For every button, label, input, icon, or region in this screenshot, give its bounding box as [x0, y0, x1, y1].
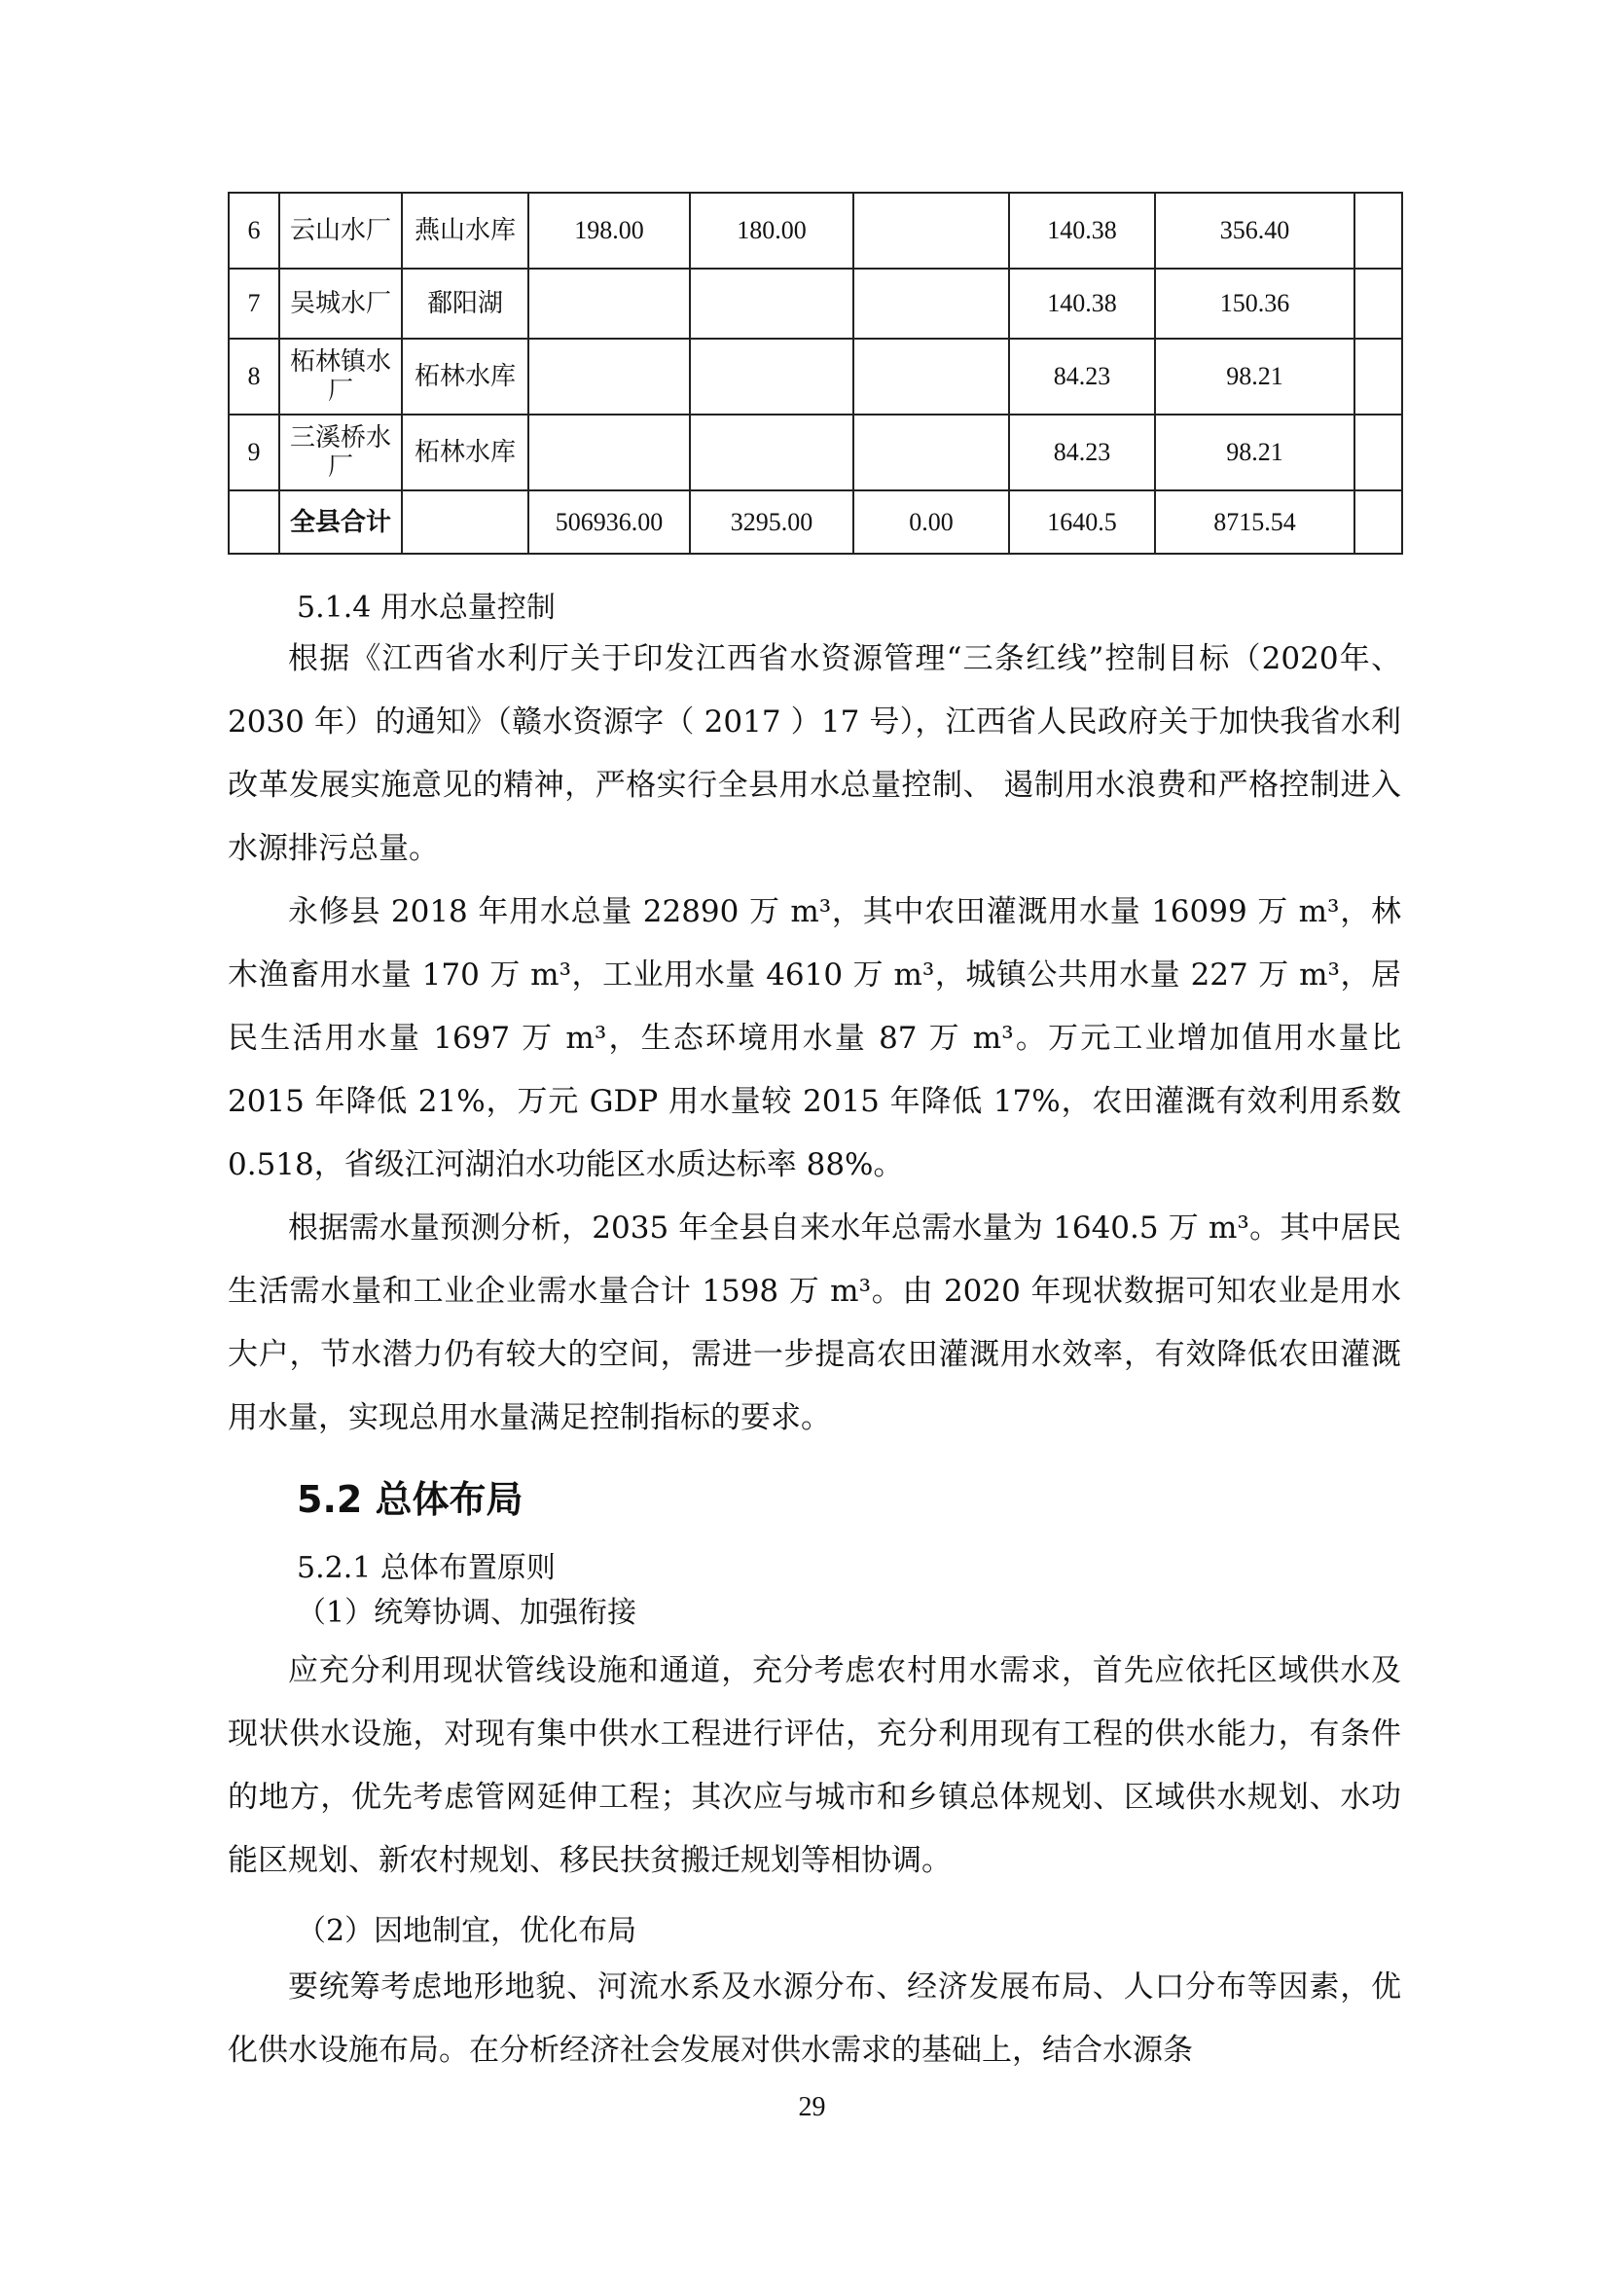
value-cell: [853, 193, 1009, 269]
table-row: [229, 193, 1402, 269]
value-cell: [690, 269, 853, 339]
table-row: [229, 339, 1402, 415]
water-source: 鄱阳湖: [402, 269, 528, 339]
value-cell: [1354, 269, 1402, 339]
table-row: [229, 415, 1402, 490]
paragraph: 根据需水量预测分析，2035 年全县自来水年总需水量为 1640.5 万 m³。其中居民生活需水量和工业企业需水量合计 1598 万 m³。由 2020 年现状数据可知农业是用水大户，节水潜力仍有较大的空间，需进一步提高农田灌溉用水效率，有效降低农田灌溉用水量，实现总用水量满足控制指标的要求。: [228, 1210, 1401, 1435]
subsection-heading-5-2-1: 5.2.1 总体布置原则: [297, 1551, 556, 1585]
table-total-row: [229, 490, 1402, 554]
row-number: 9: [229, 415, 279, 490]
paragraph: 永修县 2018 年用水总量 22890 万 m³，其中农田灌溉用水量 16099 万 m³，林木渔畜用水量 170 万 m³，工业用水量 4610 万 m³，城镇公共用水量 227 万 m³，居民生活用水量 1697 万 m³，生态环境用水量 87 万 m³。万元工业增加值用水量比 2015 年降低 21%，万元 GDP 用水量较 2015 年降低 17%，农田灌溉有效利用系数 0.518，省级江河湖泊水功能区水质达标率 88%。: [228, 894, 1401, 1182]
plant-name: 三溪桥水厂: [279, 415, 402, 490]
section-5-1-4-body: [228, 628, 1401, 1450]
value-cell: [528, 339, 690, 415]
water-source: 柘林水库: [402, 415, 528, 490]
row-number: 6: [229, 193, 279, 269]
value-cell: [853, 269, 1009, 339]
row-number: 8: [229, 339, 279, 415]
page-number: 29: [798, 2092, 826, 2122]
plant-name: 云山水厂: [279, 193, 402, 269]
section-heading-5-1-4: 5.1.4 用水总量控制: [297, 591, 556, 625]
row-number: 7: [229, 269, 279, 339]
value-cell: [690, 415, 853, 490]
value-cell: [1354, 193, 1402, 269]
value-cell: 150.36: [1155, 269, 1354, 339]
value-cell: [528, 269, 690, 339]
value-cell: 140.38: [1009, 269, 1155, 339]
value-cell: 84.23: [1009, 339, 1155, 415]
value-cell: 198.00: [528, 193, 690, 269]
value-cell: [528, 415, 690, 490]
water-source: [402, 490, 528, 554]
paragraph: 要统筹考虑地形地貌、河流水系及水源分布、经济发展布局、人口分布等因素，优化供水设施布局。在分析经济社会发展对供水需求的基础上，结合水源条: [228, 1969, 1401, 2068]
total-value: 3295.00: [690, 490, 853, 554]
value-cell: [1354, 339, 1402, 415]
item-title: （2）因地制宜，优化布局: [297, 1914, 637, 1948]
item-title: （1）统筹协调、加强衔接: [297, 1596, 637, 1630]
item2-body: [228, 1956, 1401, 2082]
table-row: [229, 269, 1402, 339]
paragraph: 根据《江西省水利厅关于印发江西省水资源管理“三条红线”控制目标（2020年、2030 年）的通知》（赣水资源字（ 2017 ）17 号），江西省人民政府关于加快我省水利改革发展实施意见的精神，严格实行全县用水总量控制、 遏制用水浪费和严格控制进入水源排污总量。: [228, 641, 1401, 866]
water-source: 燕山水库: [402, 193, 528, 269]
section-heading-5-2: 5.2 总体布局: [297, 1478, 523, 1521]
water-plant-table: [228, 192, 1403, 555]
value-cell: 84.23: [1009, 415, 1155, 490]
value-cell: 180.00: [690, 193, 853, 269]
value-cell: [853, 415, 1009, 490]
total-value: 1640.5: [1009, 490, 1155, 554]
total-value: 506936.00: [528, 490, 690, 554]
row-number: [229, 490, 279, 554]
total-value: 8715.54: [1155, 490, 1354, 554]
value-cell: 140.38: [1009, 193, 1155, 269]
value-cell: [690, 339, 853, 415]
value-cell: 98.21: [1155, 339, 1354, 415]
plant-name: 柘林镇水厂: [279, 339, 402, 415]
total-value: 0.00: [853, 490, 1009, 554]
total-label: 全县合计: [279, 490, 402, 554]
item1-body: [228, 1640, 1401, 1893]
water-source: 柘林水库: [402, 339, 528, 415]
value-cell: 356.40: [1155, 193, 1354, 269]
value-cell: [1354, 415, 1402, 490]
value-cell: [853, 339, 1009, 415]
total-value: [1354, 490, 1402, 554]
plant-name: 吴城水厂: [279, 269, 402, 339]
paragraph: 应充分利用现状管线设施和通道，充分考虑农村用水需求，首先应依托区域供水及现状供水设施，对现有集中供水工程进行评估，充分利用现有工程的供水能力，有条件的地方，优先考虑管网延伸工程；其次应与城市和乡镇总体规划、区域供水规划、水功能区规划、新农村规划、移民扶贫搬迁规划等相协调。: [228, 1653, 1401, 1878]
value-cell: 98.21: [1155, 415, 1354, 490]
